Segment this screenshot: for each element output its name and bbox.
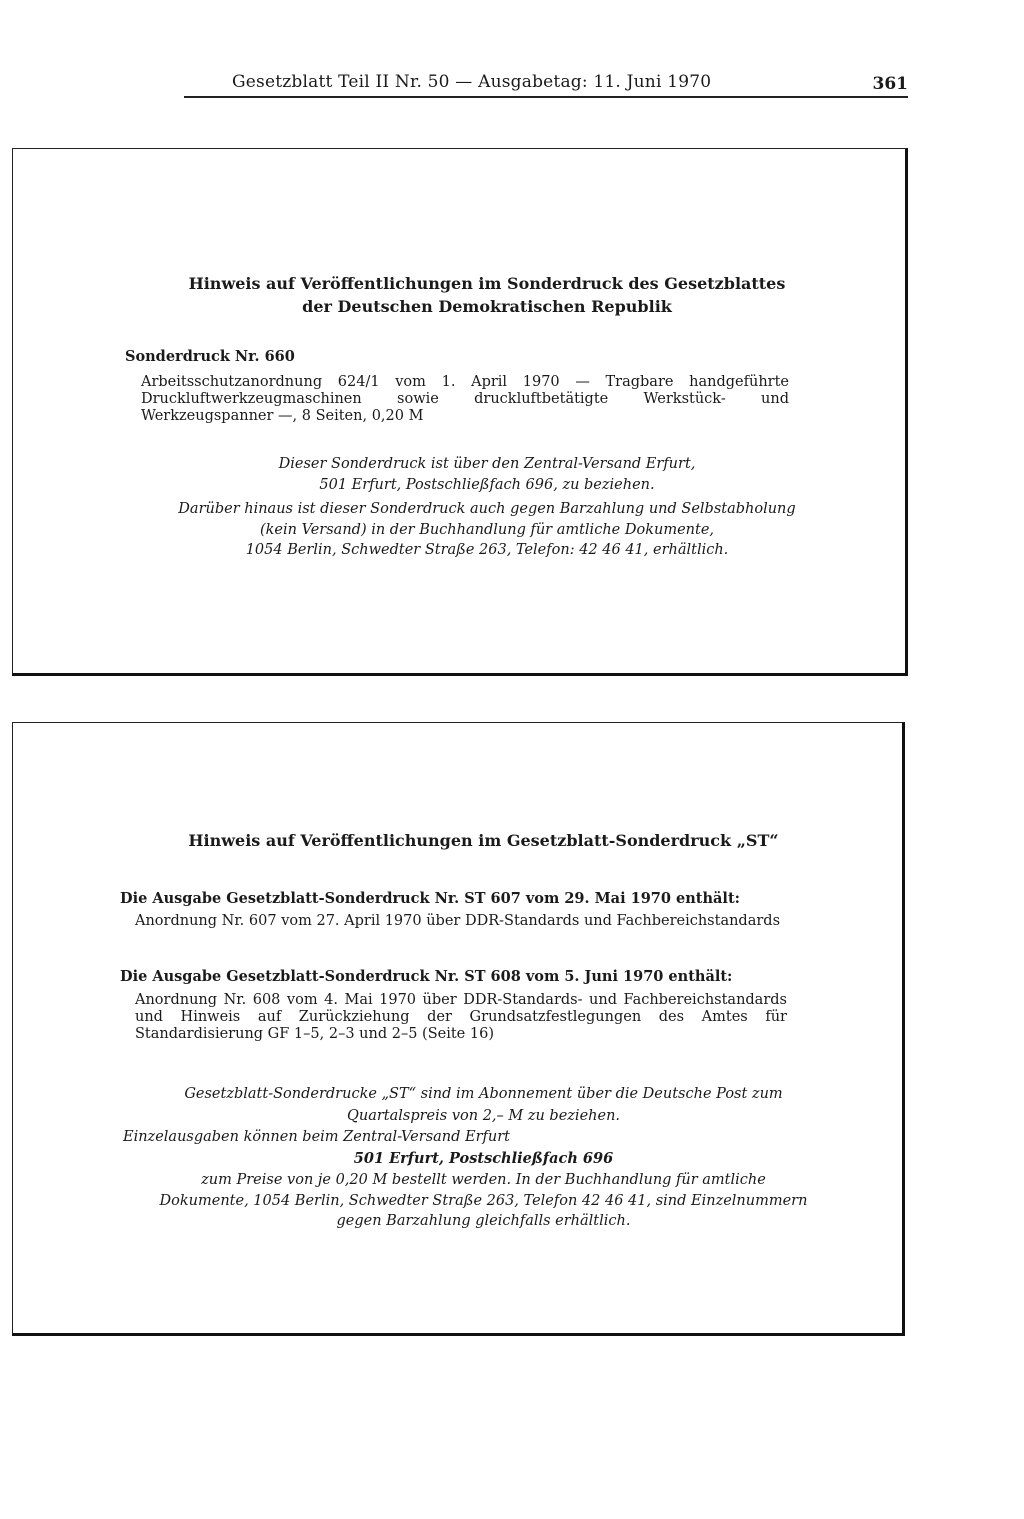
special-print-entry-label: Sonderdruck Nr. 660 <box>125 348 295 365</box>
special-print-heading-line2: der Deutschen Demokratischen Republik <box>302 297 672 316</box>
availability-line-5: 1054 Berlin, Schwedter Straße 263, Telefon: 42 46 41, erhältlich. <box>245 542 729 558</box>
st-issue-607-label: Die Ausgabe Gesetzblatt-Sonderdruck Nr. ST 607 vom 29. Mai 1970 enthält: <box>120 890 740 907</box>
header-title: Gesetzblatt Teil II Nr. 50 — Ausgabetag: 11. Juni 1970 <box>232 72 712 92</box>
subscription-line-6: Dokumente, 1054 Berlin, Schwedter Straße 263, Telefon 42 46 41, sind Einzelnummern <box>159 1193 808 1209</box>
header-rule <box>184 96 908 98</box>
st-issue-608-text: Anordnung Nr. 608 vom 4. Mai 1970 über DDR-Standards- und Fachbereichstandards und Hinweis auf Zurückziehung der Grundsatzfestlegungen des Amtes für Standardisierung GF 1–5, 2–3 und 2–5 (Seite 16) <box>135 992 787 1042</box>
page-number: 361 <box>872 74 908 94</box>
subscription-line-2: Quartalspreis von 2,– M zu beziehen. <box>346 1108 621 1124</box>
subscription-line-7: gegen Barzahlung gleichfalls erhältlich. <box>336 1213 631 1229</box>
subscription-line-4: 501 Erfurt, Postschließfach 696 <box>353 1150 614 1167</box>
st-heading: Hinweis auf Veröffentlichungen im Gesetzblatt-Sonderdruck „ST“ <box>188 831 779 850</box>
st-notice-box <box>12 722 905 1336</box>
availability-line-2: 501 Erfurt, Postschließfach 696, zu beziehen. <box>319 477 655 493</box>
special-print-heading-line1: Hinweis auf Veröffentlichungen im Sonderdruck des Gesetzblattes <box>188 274 786 293</box>
subscription-line-5: zum Preise von je 0,20 M bestellt werden. In der Buchhandlung für amtliche <box>201 1172 766 1188</box>
running-header <box>184 72 908 96</box>
availability-line-3: Darüber hinaus ist dieser Sonderdruck auch gegen Barzahlung und Selbstabholung <box>178 501 796 517</box>
st-issue-607-text: Anordnung Nr. 607 vom 27. April 1970 über DDR-Standards und Fachbereichstandards <box>135 913 781 929</box>
special-print-entry-text: Arbeitsschutzanordnung 624/1 vom 1. April 1970 — Tragbare handgeführte Druckluftwerkzeugmaschinen sowie druckluftbetätigte Werkstück- und Werkzeugspanner —, 8 Seiten, 0,20 M <box>141 374 789 424</box>
special-print-notice-box <box>12 148 908 676</box>
availability-line-1: Dieser Sonderdruck ist über den Zentral-Versand Erfurt, <box>278 456 696 472</box>
st-issue-608-label: Die Ausgabe Gesetzblatt-Sonderdruck Nr. ST 608 vom 5. Juni 1970 enthält: <box>120 968 733 985</box>
availability-line-4: (kein Versand) in der Buchhandlung für amtliche Dokumente, <box>259 522 715 538</box>
subscription-line-3: Einzelausgaben können beim Zentral-Versand Erfurt <box>123 1129 510 1145</box>
subscription-line-1: Gesetzblatt-Sonderdrucke „ST“ sind im Abonnement über die Deutsche Post zum <box>184 1086 783 1102</box>
